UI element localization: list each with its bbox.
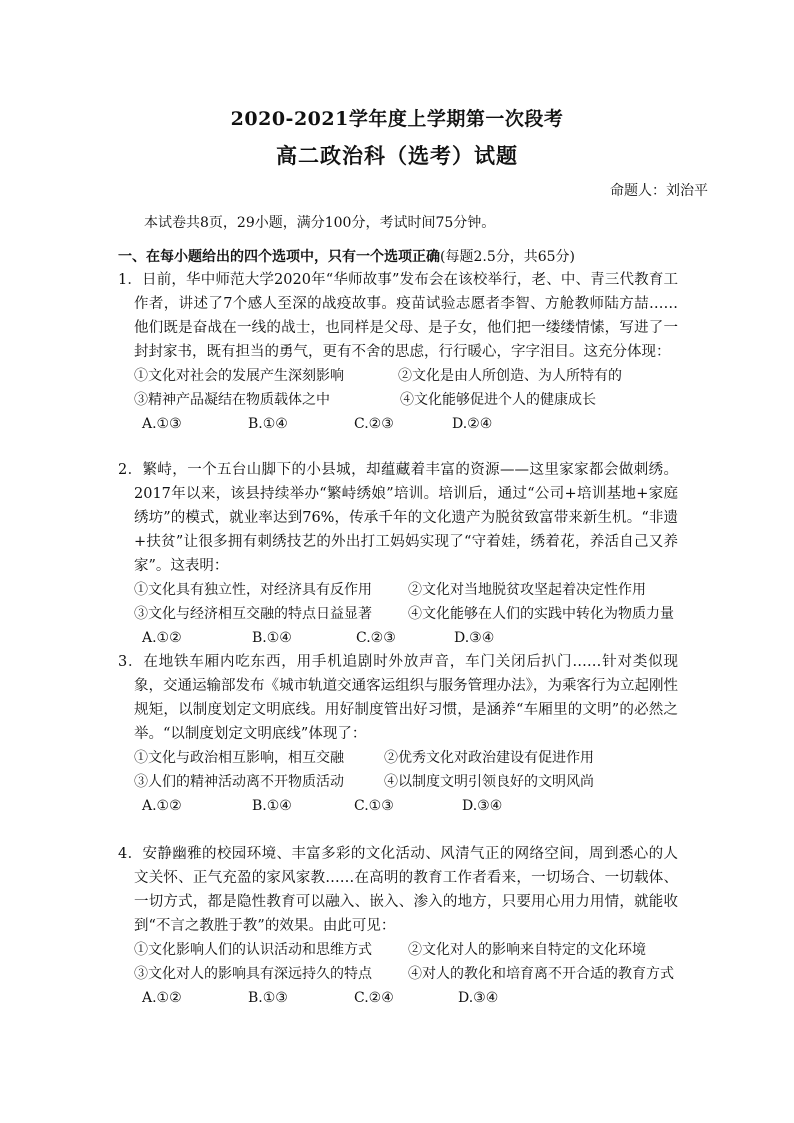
- section-heading: [118, 246, 575, 266]
- exam-intro: 本试卷共8页，29小题，满分100分，考试时间75分钟。: [144, 215, 496, 231]
- option-2: ②优秀文化对政治建设有促进作用: [384, 750, 594, 766]
- option-row: [118, 938, 678, 962]
- question-stem: 4．安静幽雅的校园环境、丰富多彩的文化活动、风清气正的网络空间，周到悉心的人文关怀、正气充盈的家风家教……在高明的教育工作者看来，一切场合、一切载体、一切方式，都是隐性教育可以融入、嵌入、渗入的地方，只要用心用力用情，就能收到“不言之教胜于教”的效果。由此可见：: [118, 846, 678, 934]
- section-heading-bold: 一、在每小题给出的四个选项中，只有一个选项正确: [118, 249, 440, 265]
- question-stem: 2．繁峙，一个五台山脚下的小县城，却蕴藏着丰富的资源——这里家家都会做刺绣。2017年以来，该县持续举办“繁峙绣娘”培训。培训后，通过“公司+培训基地+家庭绣坊”的模式，就业率达到76%，传承千年的文化遗产为脱贫致富带来新生机。“非遗+扶贫”让很多拥有刺绣技艺的外出打工妈妈实现了“守着娃，绣着花，养活自己又养家”。这表明：: [118, 462, 678, 574]
- answer-a: A.①②: [142, 990, 182, 1006]
- author-line: 命题人：刘治平: [610, 183, 708, 199]
- option-3: ③文化与经济相互交融的特点日益显著: [134, 606, 372, 622]
- exam-title: 2020-2021学年度上学期第一次段考: [230, 108, 564, 130]
- answer-choices: [118, 626, 678, 650]
- option-row: [118, 364, 678, 388]
- option-2: ②文化是由人所创造、为人所特有的: [398, 368, 622, 384]
- option-3: ③文化对人的影响具有深远持久的特点: [134, 966, 372, 982]
- answer-d: D.②④: [452, 416, 493, 432]
- question-stem: 1．日前，华中师范大学2020年“华师故事”发布会在该校举行，老、中、青三代教育工作者，讲述了7个感人至深的战疫故事。疫苗试验志愿者李智、方舱教师陆方喆……他们既是奋战在一线的战士，也同样是父母、是子女，他们把一缕缕情愫，写进了一封封家书，既有担当的勇气，更有不舍的思虑，行行暖心，字字泪目。这充分体现：: [118, 272, 678, 360]
- answer-c: C.②④: [354, 990, 394, 1006]
- option-row: [118, 770, 678, 794]
- answer-c: C.②③: [354, 416, 394, 432]
- question-3: [118, 650, 678, 818]
- answer-a: A.①②: [142, 798, 182, 814]
- option-4: ④文化能够促进个人的健康成长: [400, 392, 596, 408]
- answer-d: D.③④: [454, 630, 495, 646]
- option-2: ②文化对当地脱贫攻坚起着决定性作用: [408, 582, 646, 598]
- option-1: ①文化对社会的发展产生深刻影响: [134, 368, 344, 384]
- question-1: [118, 268, 678, 436]
- answer-d: D.③④: [458, 990, 499, 1006]
- option-4: ④对人的教化和培育离不开合适的教育方式: [408, 966, 674, 982]
- section-heading-note: (每题2.5分，共65分): [440, 249, 576, 265]
- option-1: ①文化影响人们的认识活动和思维方式: [134, 942, 372, 958]
- question-stem: 3．在地铁车厢内吃东西，用手机追剧时外放声音，车门关闭后扒门……针对类似现象，交通运输部发布《城市轨道交通客运组织与服务管理办法》，为乘客行为立起刚性规矩，以制度划定文明底线。用好制度管出好习惯，是涵养“车厢里的文明”的必然之举。“以制度划定文明底线”体现了：: [118, 654, 678, 742]
- answer-choices: [118, 412, 678, 436]
- option-row: [118, 602, 678, 626]
- option-2: ②文化对人的影响来自特定的文化环境: [408, 942, 646, 958]
- option-1: ①文化与政治相互影响，相互交融: [134, 750, 344, 766]
- option-row: [118, 746, 678, 770]
- exam-subtitle: 高二政治科（选考）试题: [276, 143, 518, 168]
- answer-b: B.①④: [252, 798, 292, 814]
- answer-d: D.③④: [462, 798, 503, 814]
- answer-b: B.①④: [252, 630, 292, 646]
- question-4: [118, 842, 678, 1010]
- answer-choices: [118, 986, 678, 1010]
- option-4: ④文化能够在人们的实践中转化为物质力量: [408, 606, 674, 622]
- answer-a: A.①③: [142, 416, 182, 432]
- question-2: [118, 458, 678, 650]
- option-row: [118, 578, 678, 602]
- option-1: ①文化具有独立性，对经济具有反作用: [134, 582, 372, 598]
- answer-choices: [118, 794, 678, 818]
- option-row: [118, 388, 678, 412]
- answer-c: C.②③: [356, 630, 396, 646]
- answer-b: B.①③: [248, 990, 288, 1006]
- answer-a: A.①②: [142, 630, 182, 646]
- option-3: ③人们的精神活动离不开物质活动: [134, 774, 344, 790]
- answer-c: C.①③: [354, 798, 394, 814]
- option-3: ③精神产品凝结在物质载体之中: [134, 392, 330, 408]
- option-4: ④以制度文明引领良好的文明风尚: [384, 774, 594, 790]
- answer-b: B.①④: [248, 416, 288, 432]
- option-row: [118, 962, 678, 986]
